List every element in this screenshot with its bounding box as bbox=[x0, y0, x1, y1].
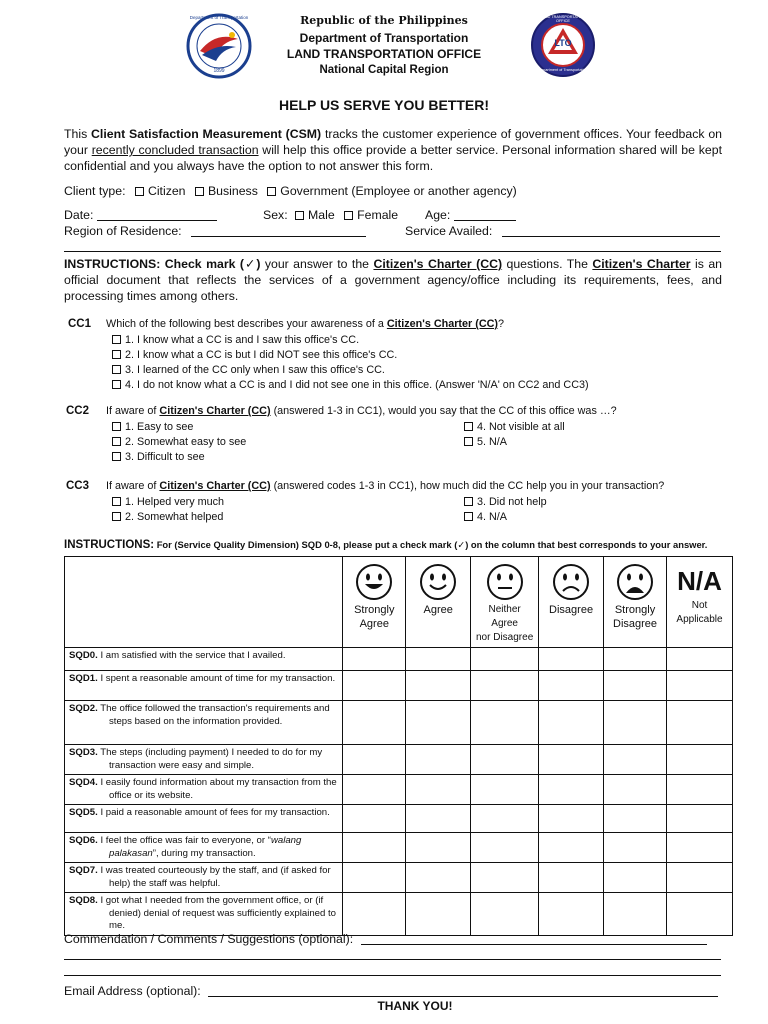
checkbox[interactable] bbox=[112, 452, 121, 461]
cc2-label: CC2 bbox=[66, 405, 90, 417]
answer-cell[interactable] bbox=[406, 805, 471, 833]
email-field[interactable] bbox=[64, 983, 718, 999]
q-cc: Citizen's Charter (CC) bbox=[159, 480, 271, 492]
checkbox[interactable] bbox=[195, 187, 204, 196]
answer-cell[interactable] bbox=[604, 775, 667, 805]
age-field[interactable] bbox=[425, 207, 516, 223]
sqd-code: SQD7. bbox=[69, 865, 98, 876]
answer-cell[interactable] bbox=[406, 863, 471, 893]
intro-text-1: This bbox=[64, 127, 92, 141]
cc2-question bbox=[106, 405, 617, 417]
sqd-code: SQD5. bbox=[69, 807, 98, 818]
cc2-option-1[interactable] bbox=[112, 420, 193, 435]
q-text: (answered 1-3 in CC1), would you say that the CC of this office was …? bbox=[270, 405, 617, 417]
instructions-sqd bbox=[64, 535, 707, 553]
q-cc: Citizen's Charter (CC) bbox=[159, 405, 271, 417]
checkbox[interactable] bbox=[135, 187, 144, 196]
scale-agree bbox=[406, 557, 471, 648]
answer-cell[interactable] bbox=[471, 833, 539, 863]
sqd-text: I got what I needed from the government office, or (if denied) denial of request was sufficiently explained to me. bbox=[100, 895, 337, 931]
cc3-option-3[interactable] bbox=[464, 495, 547, 510]
sqd-code: SQD4. bbox=[69, 777, 98, 788]
very-happy-face-icon bbox=[355, 563, 393, 601]
sqd-text: I was treated courteously by the staff, and (if asked for help) the staff was helpful. bbox=[100, 865, 331, 889]
sqd2-item bbox=[65, 701, 343, 745]
checkbox[interactable] bbox=[344, 211, 353, 220]
region-input-line[interactable] bbox=[191, 225, 366, 237]
header-blank-cell bbox=[65, 557, 343, 648]
sex-female[interactable] bbox=[344, 208, 398, 222]
very-sad-face-icon bbox=[616, 563, 654, 601]
client-type-label: Client type: bbox=[64, 184, 126, 198]
sex-label: Sex: bbox=[263, 208, 288, 222]
region-line: National Capital Region bbox=[319, 64, 449, 76]
answer-cell[interactable] bbox=[406, 833, 471, 863]
sqd-text: I paid a reasonable amount of fees for my transaction. bbox=[100, 807, 330, 818]
answer-cell[interactable] bbox=[539, 745, 604, 775]
answer-cell[interactable] bbox=[667, 863, 733, 893]
table-row bbox=[65, 863, 733, 893]
intro-text-2: tracks the customer experience of government offices. Your feedback on your bbox=[64, 127, 722, 157]
answer-cell[interactable] bbox=[539, 863, 604, 893]
sqd-code: SQD2. bbox=[69, 703, 98, 714]
answer-cell[interactable] bbox=[471, 863, 539, 893]
answer-cell[interactable] bbox=[604, 745, 667, 775]
lto-seal-text: LAND TRANSPORTATION OFFICE bbox=[540, 15, 586, 23]
answer-cell[interactable] bbox=[667, 833, 733, 863]
comments-input-line[interactable] bbox=[361, 933, 707, 945]
option-label: 1. I know what a CC is and I saw this office's CC. bbox=[125, 334, 360, 346]
sqd-text: I feel the office was fair to everyone, or “ bbox=[100, 835, 271, 846]
answer-cell[interactable] bbox=[667, 648, 733, 671]
happy-face-icon bbox=[419, 563, 457, 601]
cc2-option-4[interactable] bbox=[464, 420, 565, 435]
check-mark-icon: ✓ bbox=[457, 539, 466, 550]
sqd8-item bbox=[65, 893, 343, 936]
option-label: 4. Not visible at all bbox=[477, 421, 565, 433]
divider bbox=[64, 251, 721, 252]
answer-cell[interactable] bbox=[604, 701, 667, 745]
answer-cell[interactable] bbox=[406, 648, 471, 671]
answer-cell[interactable] bbox=[343, 671, 406, 701]
department-line: Department of Transportation bbox=[299, 31, 469, 45]
neutral-face-icon bbox=[486, 563, 524, 601]
option-label: 2. Somewhat helped bbox=[125, 511, 224, 523]
client-type-row bbox=[64, 183, 517, 199]
sqd6-item bbox=[65, 833, 343, 863]
q-text: Which of the following best describes your awareness of a bbox=[106, 318, 387, 330]
checkbox[interactable] bbox=[112, 497, 121, 506]
sqd-text: ”, during my transaction. bbox=[152, 847, 256, 859]
instr-cc-1: Citizen's Charter (CC) bbox=[373, 257, 503, 271]
checkbox[interactable] bbox=[112, 350, 121, 359]
sqd-code: SQD0. bbox=[69, 650, 98, 661]
region-label: Region of Residence: bbox=[64, 224, 182, 238]
date-label: Date: bbox=[64, 208, 94, 222]
q-text: ? bbox=[498, 318, 505, 330]
option-label: 3. Did not help bbox=[477, 496, 547, 508]
answer-cell[interactable] bbox=[604, 671, 667, 701]
option-label: Male bbox=[308, 208, 335, 222]
instr-text-2: questions. The bbox=[502, 257, 593, 271]
client-type-government[interactable] bbox=[267, 184, 517, 198]
scale-label-line: Applicable bbox=[676, 614, 723, 625]
answer-cell[interactable] bbox=[471, 893, 539, 936]
sqd-code: SQD1. bbox=[69, 673, 98, 684]
answer-cell[interactable] bbox=[343, 701, 406, 745]
option-label: Citizen bbox=[147, 184, 186, 198]
answer-cell[interactable] bbox=[471, 745, 539, 775]
answer-cell[interactable] bbox=[539, 701, 604, 745]
dotr-seal-year: 1899 bbox=[213, 68, 225, 74]
cc2-option-5[interactable] bbox=[464, 435, 507, 450]
sqd0-item bbox=[65, 648, 343, 671]
service-label: Service Availed: bbox=[405, 224, 493, 238]
lto-seal-lower: Department of Transportation bbox=[538, 68, 588, 72]
answer-cell[interactable] bbox=[406, 671, 471, 701]
intro-recent: recently concluded transaction bbox=[91, 143, 259, 157]
cc2-option-3[interactable] bbox=[112, 450, 205, 465]
sqd3-item bbox=[65, 745, 343, 775]
comments-label: Commendation / Comments / Suggestions (optional): bbox=[64, 932, 354, 946]
scale-label-line: Strongly bbox=[354, 604, 395, 616]
sqd-text: The office followed the transaction's requirements and steps based on the information provided. bbox=[100, 703, 330, 727]
dotr-seal-text: Department of Transportation bbox=[189, 15, 249, 20]
option-label: Business bbox=[207, 184, 258, 198]
checkbox[interactable] bbox=[112, 437, 121, 446]
checkbox[interactable] bbox=[112, 380, 121, 389]
answer-cell[interactable] bbox=[604, 863, 667, 893]
sqd-table bbox=[64, 556, 733, 936]
cc1-option-4[interactable] bbox=[112, 378, 589, 393]
answer-cell[interactable] bbox=[667, 893, 733, 936]
option-label: 3. I learned of the CC only when I saw this office's CC. bbox=[125, 364, 385, 376]
cc1-option-3[interactable] bbox=[112, 363, 385, 378]
answer-cell[interactable] bbox=[406, 775, 471, 805]
answer-cell[interactable] bbox=[539, 671, 604, 701]
sqd-text: I am satisfied with the service that I availed. bbox=[100, 650, 286, 661]
checkbox[interactable] bbox=[464, 512, 473, 521]
answer-cell[interactable] bbox=[343, 863, 406, 893]
email-label: Email Address (optional): bbox=[64, 984, 201, 998]
intro-text-3: will help this office provide a better service. Personal information shared will be kept confidential and you always have the option to not answer this form. bbox=[64, 143, 722, 173]
sex-field bbox=[263, 207, 398, 223]
answer-cell[interactable] bbox=[343, 648, 406, 671]
date-field[interactable] bbox=[64, 207, 217, 223]
table-row bbox=[65, 745, 733, 775]
answer-cell[interactable] bbox=[343, 893, 406, 936]
sqd4-item bbox=[65, 775, 343, 805]
answer-cell[interactable] bbox=[471, 701, 539, 745]
cc3-label: CC3 bbox=[66, 480, 90, 492]
option-label: 2. I know what a CC is but I did NOT see this office's CC. bbox=[125, 349, 398, 361]
scale-label-line: Not bbox=[691, 600, 708, 611]
instr-lead: INSTRUCTIONS: Check mark ( bbox=[64, 257, 244, 271]
instr-close: ) bbox=[256, 257, 261, 271]
sqd-text: The steps (including payment) I needed to do for my transaction were easy and simple. bbox=[100, 747, 323, 771]
q-text: (answered codes 1-3 in CC1), how much did the CC help you in your transaction? bbox=[270, 480, 665, 492]
scale-label-line: Disagree bbox=[549, 604, 594, 616]
sqd-code: SQD6. bbox=[69, 835, 98, 846]
client-type-business[interactable] bbox=[195, 184, 258, 198]
answer-cell[interactable] bbox=[343, 775, 406, 805]
answer-cell[interactable] bbox=[406, 893, 471, 936]
option-label: 1. Helped very much bbox=[125, 496, 225, 508]
cc3-question bbox=[106, 480, 664, 492]
checkbox[interactable] bbox=[112, 422, 121, 431]
answer-cell[interactable] bbox=[343, 805, 406, 833]
sqd5-item bbox=[65, 805, 343, 833]
table-row bbox=[65, 775, 733, 805]
cc1-option-2[interactable] bbox=[112, 348, 397, 363]
answer-cell[interactable] bbox=[539, 775, 604, 805]
instr-text-3: is an official document that reflects the services of a government agency/office including its requirements, fees, and processing times among others. bbox=[64, 257, 722, 303]
scale-label-line: Disagree bbox=[613, 618, 658, 630]
option-label: 4. N/A bbox=[477, 511, 508, 523]
table-row bbox=[65, 671, 733, 701]
instr-text-1: your answer to the bbox=[260, 257, 374, 271]
thank-you: THANK YOU! bbox=[377, 999, 453, 1013]
sad-face-icon bbox=[552, 563, 590, 601]
sqd7-item bbox=[65, 863, 343, 893]
answer-cell[interactable] bbox=[667, 671, 733, 701]
answer-cell[interactable] bbox=[539, 833, 604, 863]
answer-cell[interactable] bbox=[471, 775, 539, 805]
checkbox[interactable] bbox=[112, 335, 121, 344]
scale-not-applicable bbox=[667, 557, 733, 648]
na-label: N/A bbox=[677, 566, 722, 596]
scale-label-line: Agree bbox=[359, 618, 389, 630]
answer-cell[interactable] bbox=[539, 805, 604, 833]
office-line: LAND TRANSPORTATION OFFICE bbox=[286, 47, 482, 61]
checkbox[interactable] bbox=[464, 422, 473, 431]
q-cc: Citizen's Charter (CC) bbox=[386, 318, 499, 330]
answer-cell[interactable] bbox=[667, 805, 733, 833]
check-mark-icon: ✓ bbox=[244, 257, 257, 271]
option-label: Government (Employee or another agency) bbox=[280, 184, 517, 198]
checkbox[interactable] bbox=[464, 437, 473, 446]
lto-seal-mark: LTO bbox=[554, 38, 572, 48]
sqd-text-italic: walang palakasan bbox=[109, 835, 302, 859]
cc1-question bbox=[106, 318, 504, 330]
scale-strongly-disagree bbox=[604, 557, 667, 648]
cc3-option-4[interactable] bbox=[464, 510, 507, 525]
cc2-option-2[interactable] bbox=[112, 435, 246, 450]
table-row bbox=[65, 648, 733, 671]
instr-cc-2: Citizen's Charter bbox=[592, 257, 691, 271]
age-label: Age: bbox=[425, 208, 451, 222]
q-text: If aware of bbox=[106, 480, 160, 492]
comments-line-2[interactable] bbox=[64, 959, 721, 960]
answer-cell[interactable] bbox=[604, 893, 667, 936]
instr-text-2: ) on the column that best corresponds to your answer. bbox=[465, 539, 708, 550]
table-row bbox=[65, 833, 733, 863]
sqd-text: I spent a reasonable amount of time for my transaction. bbox=[100, 673, 336, 684]
intro-csm: Client Satisfaction Measurement (CSM) bbox=[91, 127, 322, 141]
answer-cell[interactable] bbox=[667, 701, 733, 745]
answer-cell[interactable] bbox=[471, 671, 539, 701]
email-input-line[interactable] bbox=[208, 985, 718, 997]
answer-cell[interactable] bbox=[471, 648, 539, 671]
checkbox[interactable] bbox=[267, 187, 276, 196]
page-title: HELP US SERVE YOU BETTER! bbox=[278, 97, 490, 113]
sqd-code: SQD3. bbox=[69, 747, 98, 758]
sqd-code: SQD8. bbox=[69, 895, 98, 906]
answer-cell[interactable] bbox=[539, 648, 604, 671]
scale-label-line: nor Disagree bbox=[476, 632, 534, 643]
scale-header-row bbox=[65, 557, 733, 648]
intro-paragraph bbox=[64, 126, 722, 174]
instr-text-1: For (Service Quality Dimension) SQD 0-8, please put a check mark ( bbox=[154, 539, 458, 550]
answer-cell[interactable] bbox=[667, 745, 733, 775]
cc3-option-1[interactable] bbox=[112, 495, 224, 510]
answer-cell[interactable] bbox=[604, 833, 667, 863]
sqd-text: I easily found information about my transaction from the office or its website. bbox=[100, 777, 337, 801]
republic-line: Republic of the Philippines bbox=[300, 14, 468, 27]
option-label: 2. Somewhat easy to see bbox=[125, 436, 247, 448]
cc1-option-1[interactable] bbox=[112, 333, 359, 348]
checkbox[interactable] bbox=[295, 211, 304, 220]
answer-cell[interactable] bbox=[343, 833, 406, 863]
q-text: If aware of bbox=[106, 405, 160, 417]
checkbox[interactable] bbox=[112, 512, 121, 521]
service-input-line[interactable] bbox=[502, 225, 720, 237]
option-label: 5. N/A bbox=[477, 436, 508, 448]
answer-cell[interactable] bbox=[471, 805, 539, 833]
age-input-line[interactable] bbox=[454, 209, 516, 221]
scale-strongly-agree bbox=[343, 557, 406, 648]
scale-label-line: Strongly bbox=[614, 604, 656, 616]
answer-cell[interactable] bbox=[343, 745, 406, 775]
option-label: 4. I do not know what a CC is and I did not see one in this office. (Answer 'N/A' on CC2 and CC3) bbox=[125, 379, 589, 391]
scale-disagree bbox=[539, 557, 604, 648]
checkbox[interactable] bbox=[464, 497, 473, 506]
option-label: Female bbox=[357, 208, 399, 222]
answer-cell[interactable] bbox=[406, 745, 471, 775]
scale-neither bbox=[471, 557, 539, 648]
client-type-citizen[interactable] bbox=[135, 184, 186, 198]
answer-cell[interactable] bbox=[539, 893, 604, 936]
sex-male[interactable] bbox=[295, 208, 335, 222]
sqd1-item bbox=[65, 671, 343, 701]
instructions-cc bbox=[64, 256, 722, 304]
instr-lead: INSTRUCTIONS: bbox=[64, 539, 155, 551]
table-row bbox=[65, 701, 733, 745]
checkbox[interactable] bbox=[112, 365, 121, 374]
table-row bbox=[65, 893, 733, 936]
answer-cell[interactable] bbox=[604, 805, 667, 833]
scale-label-line: Agree bbox=[423, 604, 453, 616]
option-label: 3. Difficult to see bbox=[125, 451, 205, 463]
answer-cell[interactable] bbox=[406, 701, 471, 745]
cc3-option-2[interactable] bbox=[112, 510, 223, 525]
scale-label-line: Neither Agree bbox=[488, 604, 521, 629]
region-field[interactable] bbox=[64, 223, 366, 239]
comments-line-3[interactable] bbox=[64, 975, 721, 976]
date-input-line[interactable] bbox=[97, 209, 217, 221]
comments-field[interactable] bbox=[64, 931, 707, 947]
table-row bbox=[65, 805, 733, 833]
option-label: 1. Easy to see bbox=[125, 421, 194, 433]
service-field[interactable] bbox=[405, 223, 720, 239]
answer-cell[interactable] bbox=[667, 775, 733, 805]
answer-cell[interactable] bbox=[604, 648, 667, 671]
cc1-label: CC1 bbox=[68, 318, 92, 330]
